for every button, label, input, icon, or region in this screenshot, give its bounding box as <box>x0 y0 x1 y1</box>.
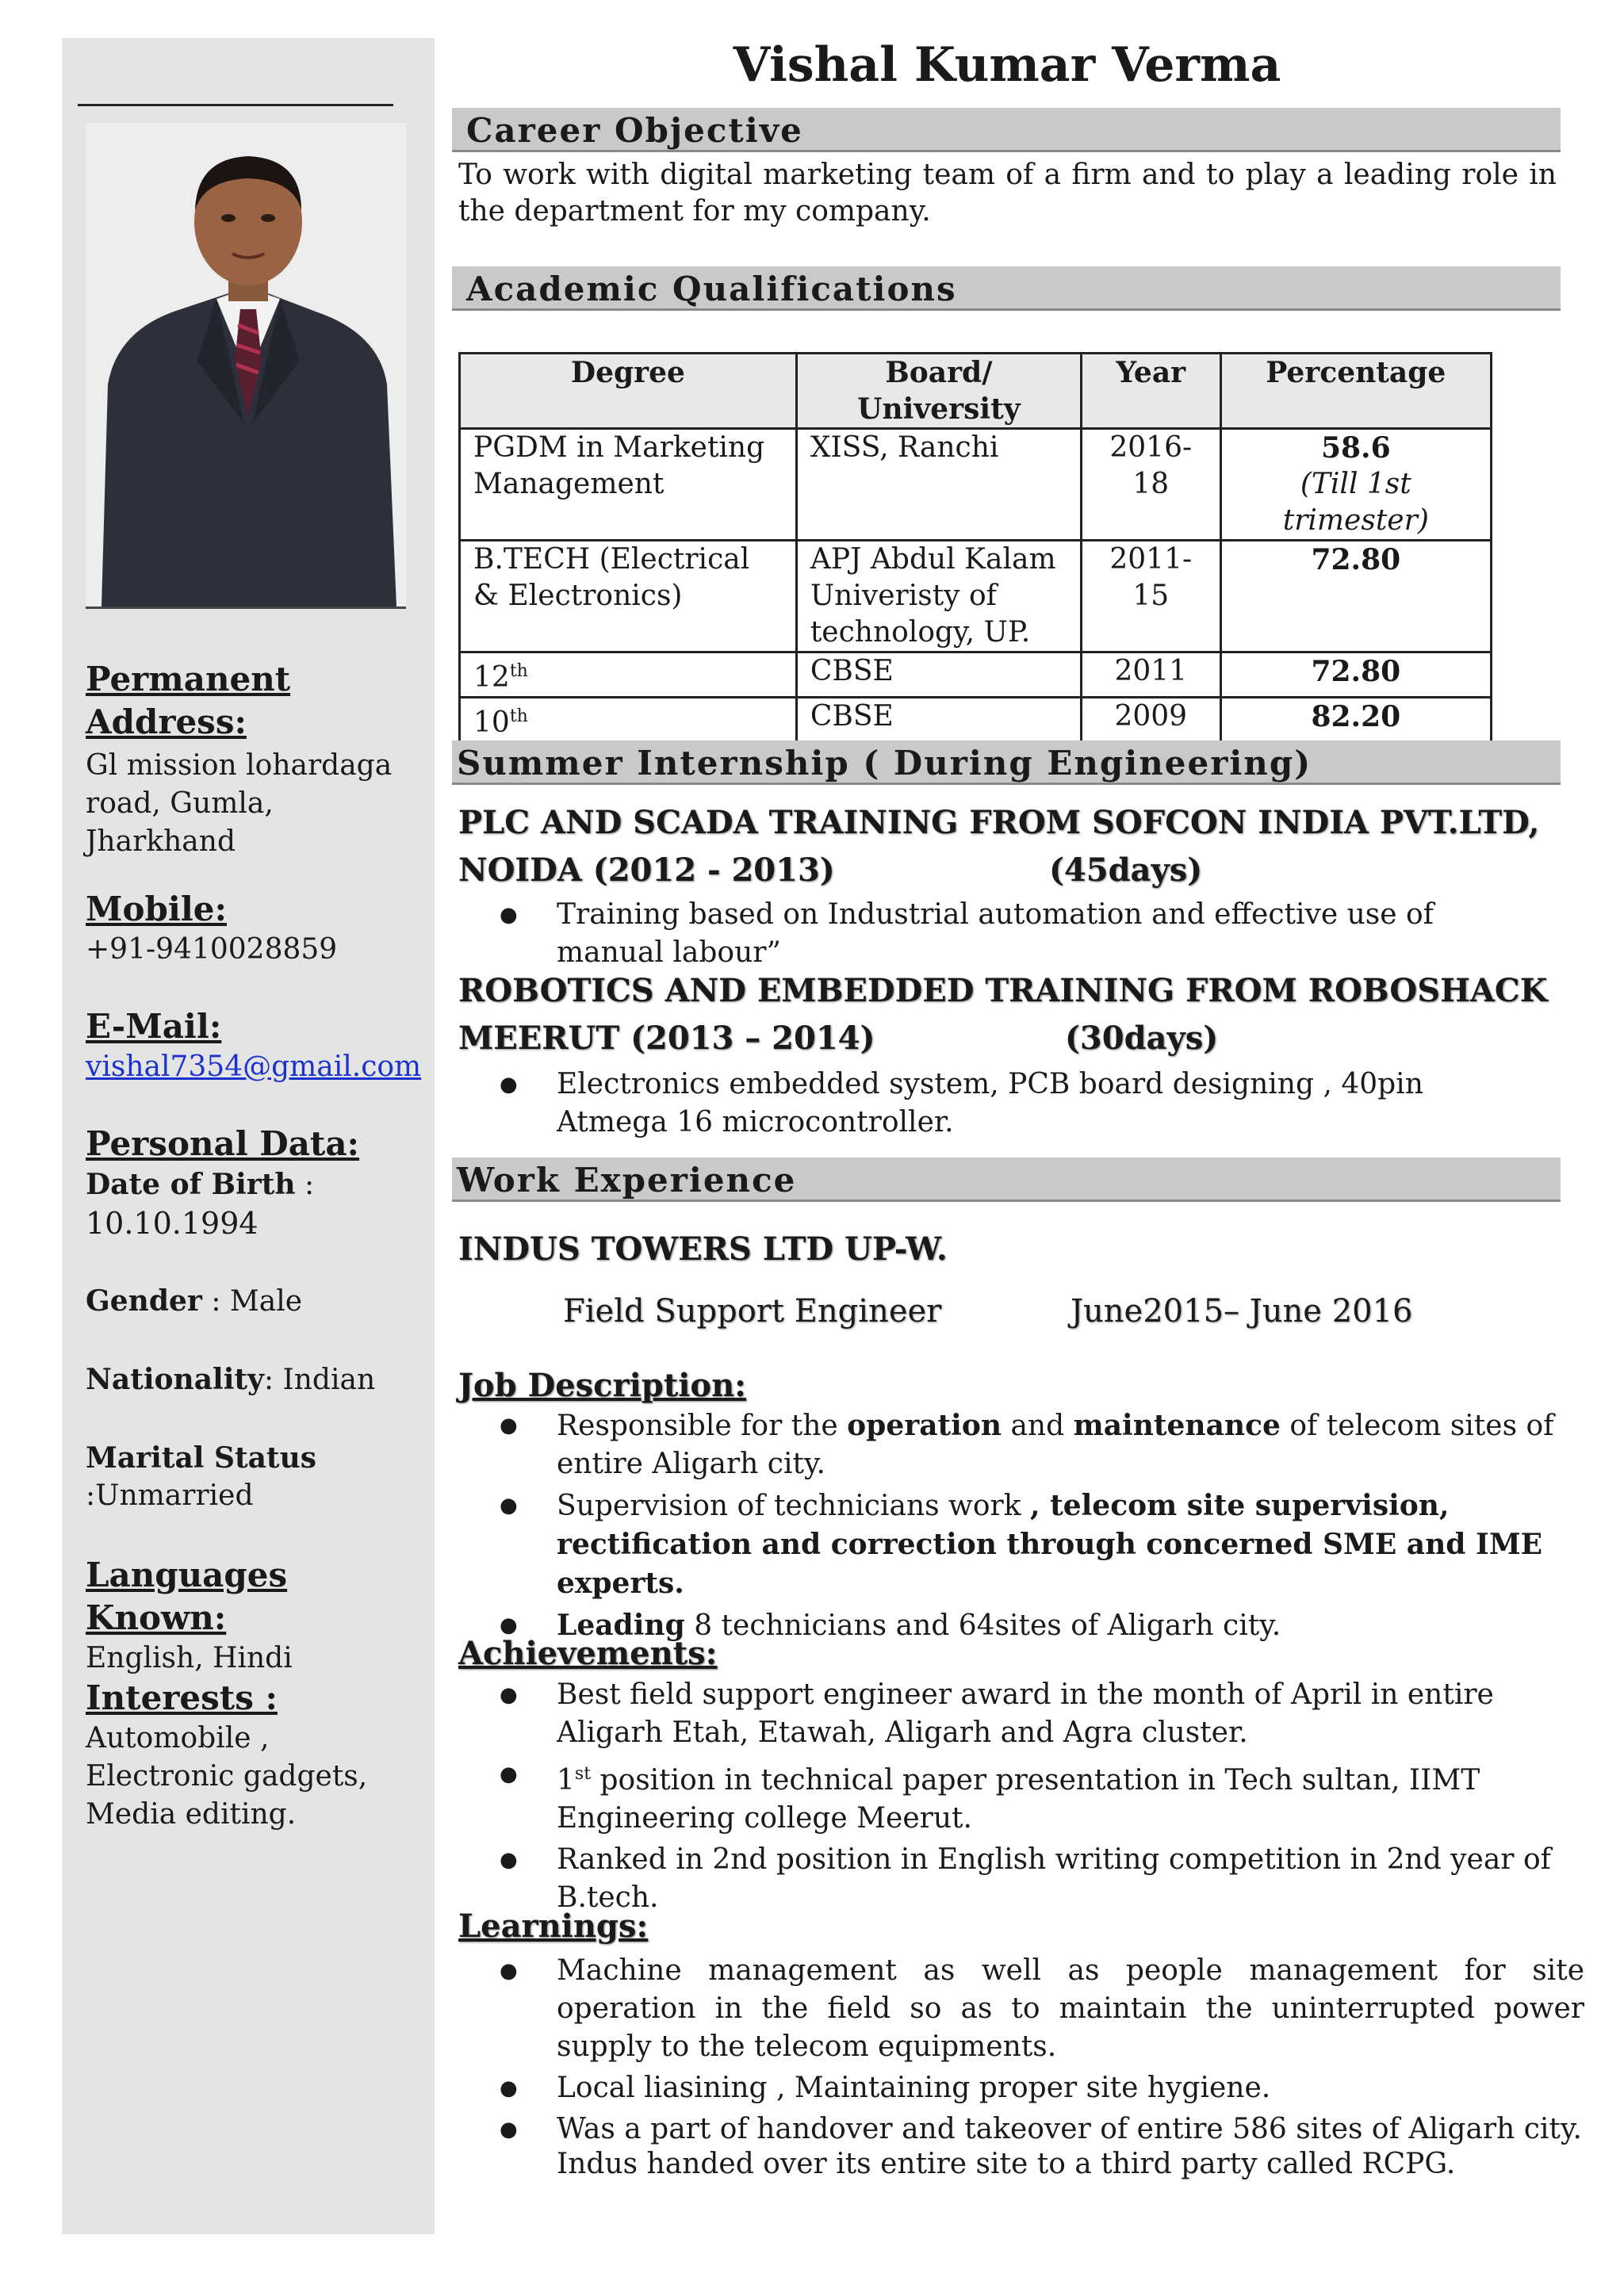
cell-board: CBSE <box>796 698 1081 743</box>
mobile-block <box>86 888 419 969</box>
list-item: ● Ranked in 2nd position in English writing competition in 2nd year of B.tech. <box>458 1841 1584 1917</box>
address-heading: Permanent Address: <box>86 660 291 741</box>
training-2-heading <box>458 967 1561 1062</box>
candidate-name: Vishal Kumar Verma <box>733 37 1281 93</box>
job-role: Field Support Engineer <box>563 1293 942 1330</box>
cell-percentage: 72.80 <box>1220 541 1491 652</box>
academic-table <box>458 352 1492 744</box>
address-block <box>86 658 419 861</box>
jd2-bold: , telecom site supervision, rectification and correction through concerned SME and IME experts. <box>557 1489 1543 1600</box>
dob-value: 10.10.1994 <box>86 1206 259 1241</box>
col-board: Board/ University <box>796 354 1081 429</box>
learnings-extra-line: Indus handed over its entire site to a third party called RCPG. <box>557 2148 1456 2180</box>
cell-board: CBSE <box>796 652 1081 698</box>
mobile-heading: Mobile: <box>86 890 228 928</box>
cell-degree <box>460 652 797 698</box>
list-item: ● Electronics embedded system, PCB board designing , 40pin Atmega 16 microcontroller. <box>458 1066 1584 1142</box>
address-text: Gl mission lohardaga road, Gumla, Jharkhand <box>86 749 393 858</box>
list-item: ● Local liasining , Maintaining proper site hygiene. <box>458 2069 1584 2107</box>
cell-year: 2009 <box>1081 698 1220 743</box>
gender-label: Gender <box>86 1284 202 1318</box>
profile-photo <box>86 123 406 609</box>
degree-number: 12 <box>473 661 510 694</box>
academic-title: Academic Qualifications <box>466 270 957 308</box>
career-objective-title: Career Objective <box>466 111 803 150</box>
email-heading: E-Mail: <box>86 1007 222 1046</box>
gender-value: : Male <box>201 1285 303 1318</box>
marital-value: :Unmarried <box>86 1479 254 1512</box>
degree-suffix: th <box>509 661 528 681</box>
marital-label: Marital Status <box>86 1441 317 1475</box>
internship-title: Summer Internship ( During Engineering) <box>457 744 1312 783</box>
jd1-bold-maintenance: maintenance <box>1073 1409 1281 1442</box>
jd3-text: 8 technicians and 64sites of Aligarh city. <box>684 1609 1281 1642</box>
academic-bar <box>452 266 1561 311</box>
work-title: Work Experience <box>457 1161 797 1200</box>
ach2-suffix: st <box>574 1764 592 1784</box>
mobile-number: +91-9410028859 <box>86 933 338 966</box>
dob-sep: : <box>295 1169 315 1201</box>
dob-label: Date of Birth <box>86 1168 296 1201</box>
interests-block <box>86 1677 419 1834</box>
nationality-line <box>86 1360 419 1399</box>
nationality-label: Nationality <box>86 1363 264 1396</box>
cell-board: XISS, Ranchi <box>796 429 1081 541</box>
training-1-heading <box>458 799 1561 894</box>
training-1-org: NOIDA (2012 - 2013) <box>458 851 835 889</box>
personal-data-heading: Personal Data: <box>86 1124 360 1163</box>
list-item <box>458 1755 1584 1838</box>
learnings-list <box>458 1952 1584 2152</box>
cell-year: 2011-15 <box>1081 541 1220 652</box>
interests-text: Automobile , Electronic gadgets, Media editing. <box>86 1722 368 1831</box>
training-2-line2 <box>458 1015 1561 1062</box>
career-objective-text: To work with digital marketing team of a firm and to play a leading role in the department for my company. <box>458 159 1557 228</box>
training-2-list <box>458 1066 1584 1145</box>
col-degree: Degree <box>460 354 797 429</box>
training-1-line2 <box>458 847 1561 894</box>
achievements-heading: Achievements: <box>458 1635 718 1672</box>
col-percentage: Percentage <box>1220 354 1491 429</box>
cell-year: 2016-18 <box>1081 429 1220 541</box>
personal-data-block <box>86 1123 419 1515</box>
email-link[interactable]: vishal7354@gmail.com <box>86 1050 422 1083</box>
table-header-row <box>460 354 1492 429</box>
job-description-list <box>458 1406 1584 1648</box>
training-1-days: (45days) <box>1049 851 1203 889</box>
training-2-line1: ROBOTICS AND EMBEDDED TRAINING FROM ROBOSHACK <box>458 972 1548 1009</box>
ach2-number: 1 <box>557 1764 575 1797</box>
percentage-note: (Till 1st trimester) <box>1282 468 1429 537</box>
dob-line <box>86 1165 419 1204</box>
list-item: ● Best field support engineer award in the month of April in entire Aligarh Etah, Etawah, Aligarh and Agra cluster. <box>458 1676 1584 1752</box>
cell-degree: PGDM in Marketing Management <box>460 429 797 541</box>
work-bar <box>452 1158 1561 1202</box>
gender-line <box>86 1282 419 1321</box>
job-description-heading: Job Description: <box>458 1367 746 1404</box>
degree-suffix: th <box>509 706 528 726</box>
sidebar-divider <box>78 104 393 106</box>
job-period: June2015– June 2016 <box>1071 1293 1413 1330</box>
list-item <box>458 1487 1584 1603</box>
languages-block <box>86 1554 419 1678</box>
jd1-text-e: of telecom sites of entire Aligarh city. <box>557 1410 1554 1480</box>
learnings-heading: Learnings: <box>458 1908 649 1945</box>
list-item <box>458 1406 1584 1483</box>
table-row <box>460 652 1492 698</box>
training-1-line1: PLC AND SCADA TRAINING FROM SOFCON INDIA PVT.LTD, <box>458 804 1540 841</box>
nationality-value: : Indian <box>263 1364 376 1396</box>
table-row <box>460 698 1492 743</box>
cell-percentage: 72.80 <box>1220 652 1491 698</box>
languages-text: English, Hindi <box>86 1642 293 1674</box>
table-row <box>460 541 1492 652</box>
ach2-text: position in technical paper presentation in Tech sultan, IIMT Engineering college Meerut. <box>557 1764 1480 1835</box>
training-1-list <box>458 896 1584 975</box>
cell-board: APJ Abdul Kalam Univeristy of technology, UP. <box>796 541 1081 652</box>
list-item: ● Training based on Industrial automation and effective use of manual labour” <box>458 896 1584 972</box>
degree-number: 10 <box>473 706 510 739</box>
jd1-bold-operation: operation <box>847 1409 1002 1442</box>
jd2-text-a: Supervision of technicians work <box>557 1490 1031 1522</box>
jd3-bold: Leading <box>557 1609 685 1642</box>
company-name: INDUS TOWERS LTD UP-W. <box>458 1230 948 1268</box>
jd1-text-c: and <box>1002 1410 1074 1442</box>
jd1-text-a: Responsible for the <box>557 1410 848 1442</box>
training-2-org: MEERUT (2013 – 2014) <box>458 1020 875 1057</box>
list-item: ● Machine management as well as people management for site operation in the field so as to maintain the uninterrupted power supply to the telecom equipments. <box>458 1952 1584 2066</box>
list-item: ● Was a part of handover and takeover of entire 586 sites of Aligarh city. <box>458 2110 1584 2149</box>
email-block <box>86 1005 422 1086</box>
percentage-value: 58.6 <box>1320 431 1391 465</box>
cell-degree: B.TECH (Electrical & Electronics) <box>460 541 797 652</box>
cell-year: 2011 <box>1081 652 1220 698</box>
career-objective-bar <box>452 108 1561 152</box>
table-row <box>460 429 1492 541</box>
achievements-list <box>458 1676 1584 1920</box>
cell-percentage: 82.20 <box>1220 698 1491 743</box>
cell-percentage <box>1220 429 1491 541</box>
interests-heading: Interests : <box>86 1678 278 1717</box>
training-2-days: (30days) <box>1065 1020 1219 1057</box>
col-year: Year <box>1081 354 1220 429</box>
cell-degree <box>460 698 797 743</box>
languages-heading: Languages Known: <box>86 1556 288 1637</box>
internship-bar <box>452 740 1561 785</box>
